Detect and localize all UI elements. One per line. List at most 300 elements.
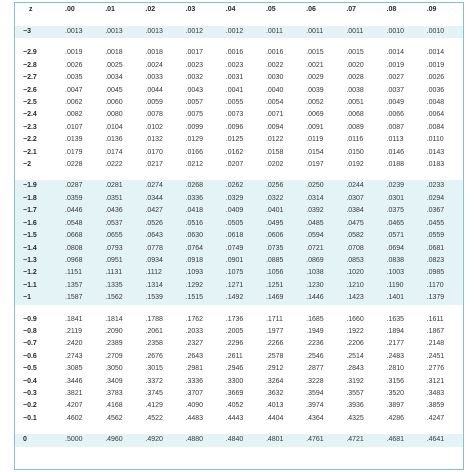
probability-cell: .3936: [346, 402, 364, 410]
probability-cell: .0011: [302, 26, 342, 38]
probability-cell: .0853: [342, 255, 382, 267]
table-row: [15, 218, 463, 230]
probability-cell: .4721: [342, 434, 382, 446]
z-value-cell: −2.6: [23, 86, 37, 94]
header-col: .03: [182, 3, 222, 17]
probability-cell: .0274: [141, 180, 181, 192]
z-value-cell: 0: [15, 434, 61, 446]
z-value-cell: −1.1: [15, 280, 61, 292]
probability-cell: .0019: [426, 61, 445, 69]
probability-cell: .0047: [65, 86, 83, 94]
probability-cell: .4247: [426, 414, 445, 422]
probability-cell: .1922: [346, 327, 364, 335]
probability-cell: .2676: [145, 352, 163, 360]
probability-cell: .0052: [306, 99, 324, 107]
probability-cell: .0594: [302, 230, 342, 242]
table-row: [15, 109, 463, 121]
probability-cell: .1539: [141, 292, 181, 304]
probability-cell: .0436: [101, 205, 141, 217]
probability-cell: .0314: [302, 193, 342, 205]
probability-cell: .0037: [386, 86, 405, 94]
probability-cell: .2946: [225, 365, 244, 373]
probability-cell: .3557: [346, 389, 364, 397]
probability-cell: .1230: [302, 280, 342, 292]
probability-cell: .0268: [182, 180, 222, 192]
probability-cell: .2912: [265, 365, 284, 373]
probability-cell: .1423: [342, 292, 382, 304]
probability-cell: .0143: [426, 148, 445, 156]
probability-cell: .0016: [225, 49, 244, 57]
probability-cell: .0031: [225, 74, 244, 82]
z-value-cell: −2.8: [23, 61, 37, 69]
group-spacer: [15, 305, 463, 314]
probability-cell: .0192: [346, 161, 364, 169]
table-row: [15, 243, 463, 255]
probability-cell: .0119: [306, 136, 324, 144]
probability-cell: .0087: [386, 123, 405, 131]
probability-cell: .2611: [225, 352, 243, 360]
probability-cell: .2546: [306, 352, 324, 360]
probability-cell: .3264: [265, 377, 284, 385]
probability-cell: .1075: [222, 267, 262, 279]
probability-cell: .0901: [222, 255, 262, 267]
probability-cell: .0019: [386, 61, 405, 69]
spacer-cell: [15, 38, 463, 47]
probability-cell: .0244: [342, 180, 382, 192]
probability-cell: .0505: [222, 218, 262, 230]
probability-cell: .0139: [65, 136, 83, 144]
probability-cell: .0043: [185, 86, 204, 94]
z-value-cell: −2: [23, 161, 31, 169]
probability-cell: .0013: [101, 26, 141, 38]
probability-cell: .0019: [65, 49, 83, 57]
probability-cell: .0017: [185, 49, 204, 57]
probability-cell: .0418: [182, 205, 222, 217]
probability-cell: .0023: [185, 61, 204, 69]
probability-cell: .0548: [61, 218, 101, 230]
probability-cell: .4286: [386, 414, 405, 422]
group-spacer: [15, 425, 463, 434]
probability-cell: .0033: [145, 74, 163, 82]
probability-cell: .1038: [302, 267, 342, 279]
probability-cell: .0040: [265, 86, 284, 94]
probability-cell: .1562: [101, 292, 141, 304]
probability-cell: .0013: [141, 26, 181, 38]
table-row: [15, 376, 463, 388]
probability-cell: .0336: [182, 193, 222, 205]
z-value-cell: −0.2: [23, 402, 37, 410]
probability-cell: .0089: [346, 123, 364, 131]
probability-cell: .1401: [383, 292, 423, 304]
probability-cell: .0039: [306, 86, 324, 94]
probability-cell: .1660: [346, 315, 364, 323]
probability-cell: .3483: [426, 389, 445, 397]
probability-cell: .0681: [423, 243, 463, 255]
probability-cell: .0301: [383, 193, 423, 205]
header-col: .01: [101, 3, 141, 17]
probability-cell: .0322: [262, 193, 302, 205]
probability-cell: .3015: [145, 365, 163, 373]
table-row: [15, 159, 463, 171]
probability-cell: .0392: [302, 205, 342, 217]
probability-cell: .0643: [141, 230, 181, 242]
probability-cell: .3446: [65, 377, 83, 385]
probability-cell: .1093: [182, 267, 222, 279]
probability-cell: .0307: [342, 193, 382, 205]
probability-cell: .1190: [383, 280, 423, 292]
table-row: [15, 292, 463, 304]
probability-cell: .1210: [342, 280, 382, 292]
z-value-cell: −0.4: [23, 377, 37, 385]
probability-cell: .0025: [105, 61, 123, 69]
probability-cell: .0013: [61, 26, 101, 38]
probability-cell: .0294: [423, 193, 463, 205]
probability-cell: .3300: [225, 377, 244, 385]
probability-cell: .3859: [426, 402, 445, 410]
z-value-cell: −0.6: [23, 352, 37, 360]
probability-cell: .0968: [61, 255, 101, 267]
probability-cell: .1292: [182, 280, 222, 292]
probability-cell: .2514: [346, 352, 364, 360]
probability-cell: .2005: [225, 327, 244, 335]
probability-cell: .0055: [225, 99, 244, 107]
probability-cell: .2148: [426, 340, 445, 348]
probability-cell: .0582: [342, 230, 382, 242]
probability-cell: .3372: [145, 377, 163, 385]
probability-cell: .1894: [386, 327, 405, 335]
z-value-cell: −2.2: [23, 136, 37, 144]
probability-cell: .3085: [65, 365, 83, 373]
probability-cell: .1170: [423, 280, 463, 292]
z-value-cell: −2.9: [23, 49, 37, 57]
probability-cell: .3409: [105, 377, 123, 385]
table-row: [15, 400, 463, 412]
z-value-cell: −0.9: [23, 315, 37, 323]
probability-cell: .0516: [182, 218, 222, 230]
probability-cell: .1635: [386, 315, 405, 323]
z-value-cell: −0.8: [23, 327, 37, 335]
probability-cell: .2236: [306, 340, 324, 348]
table-row: [15, 255, 463, 267]
probability-cell: .0918: [182, 255, 222, 267]
probability-cell: .0113: [386, 136, 404, 144]
probability-cell: .0262: [222, 180, 262, 192]
z-value-cell: −2.5: [23, 99, 37, 107]
probability-cell: .0026: [426, 74, 445, 82]
probability-cell: .0012: [222, 26, 262, 38]
probability-cell: .4404: [265, 414, 284, 422]
probability-cell: .0526: [141, 218, 181, 230]
probability-cell: .0091: [306, 123, 324, 131]
probability-cell: .2776: [426, 365, 445, 373]
probability-cell: .0823: [423, 255, 463, 267]
probability-cell: .0749: [222, 243, 262, 255]
probability-cell: .1515: [182, 292, 222, 304]
probability-cell: .1611: [426, 315, 444, 323]
probability-cell: .0107: [65, 123, 83, 131]
probability-cell: .0010: [423, 26, 463, 38]
probability-cell: .0011: [262, 26, 302, 38]
probability-cell: .0027: [386, 74, 405, 82]
z-value-cell: −0.1: [23, 414, 37, 422]
probability-cell: .4207: [65, 402, 83, 410]
probability-cell: .1379: [423, 292, 463, 304]
table-row: [15, 338, 463, 350]
probability-cell: .0073: [225, 111, 244, 119]
spacer-cell: [15, 425, 463, 434]
probability-cell: .3707: [185, 389, 204, 397]
probability-cell: .4880: [182, 434, 222, 446]
probability-cell: .0016: [265, 49, 284, 57]
probability-cell: .0082: [65, 111, 83, 119]
probability-cell: .1357: [61, 280, 101, 292]
probability-cell: .0049: [386, 99, 405, 107]
probability-cell: .0427: [141, 205, 181, 217]
probability-cell: .4129: [145, 402, 163, 410]
probability-cell: .2743: [65, 352, 83, 360]
spacer-cell: [15, 305, 463, 314]
probability-cell: .2420: [65, 340, 83, 348]
z-value-cell: −1.7: [15, 205, 61, 217]
probability-cell: .1685: [306, 315, 324, 323]
probability-cell: .0018: [105, 49, 123, 57]
probability-cell: .0329: [222, 193, 262, 205]
probability-cell: .1736: [225, 315, 244, 323]
table-row: [15, 326, 463, 338]
table-row: [15, 230, 463, 242]
table-row: [15, 85, 463, 97]
probability-cell: .0034: [105, 74, 123, 82]
probability-cell: .1151: [61, 267, 101, 279]
probability-cell: .0351: [101, 193, 141, 205]
probability-cell: .0020: [346, 61, 364, 69]
z-value-cell: −1.8: [15, 193, 61, 205]
table-row: [15, 134, 463, 146]
probability-cell: .0764: [182, 243, 222, 255]
probability-cell: .4443: [225, 414, 244, 422]
probability-cell: .0116: [346, 136, 364, 144]
probability-cell: .0029: [306, 74, 324, 82]
table-row: [15, 434, 463, 446]
probability-cell: .0028: [346, 74, 364, 82]
probability-cell: .3121: [426, 377, 445, 385]
probability-cell: .2877: [306, 365, 324, 373]
probability-cell: .0202: [265, 161, 284, 169]
probability-cell: .1711: [265, 315, 283, 323]
probability-cell: .0384: [342, 205, 382, 217]
probability-cell: .0793: [101, 243, 141, 255]
probability-cell: .0062: [65, 99, 83, 107]
probability-cell: .4920: [141, 434, 181, 446]
probability-cell: .0094: [265, 123, 284, 131]
header-col: .06: [302, 3, 342, 17]
probability-cell: .0869: [302, 255, 342, 267]
group-spacer: [15, 171, 463, 180]
probability-cell: .0129: [185, 136, 204, 144]
probability-cell: .3783: [105, 389, 123, 397]
probability-cell: .4090: [185, 402, 204, 410]
probability-cell: .0250: [302, 180, 342, 192]
probability-cell: .2177: [386, 340, 405, 348]
probability-cell: .2327: [185, 340, 204, 348]
header-col: .04: [222, 3, 262, 17]
probability-cell: .2578: [265, 352, 284, 360]
probability-cell: .0166: [185, 148, 204, 156]
probability-cell: .2389: [105, 340, 123, 348]
probability-cell: .0630: [182, 230, 222, 242]
probability-cell: .3336: [185, 377, 204, 385]
probability-cell: .0030: [265, 74, 284, 82]
table-body: [15, 17, 463, 447]
probability-cell: .2709: [105, 352, 123, 360]
probability-cell: .0668: [61, 230, 101, 242]
probability-cell: .0401: [262, 205, 302, 217]
probability-cell: .0183: [426, 161, 445, 169]
probability-cell: .0104: [105, 123, 123, 131]
probability-cell: .0281: [101, 180, 141, 192]
probability-cell: .3228: [306, 377, 324, 385]
probability-cell: .0158: [265, 148, 284, 156]
probability-cell: .0051: [346, 99, 364, 107]
probability-cell: .0150: [346, 148, 364, 156]
z-value-cell: −1: [15, 292, 61, 304]
table-row: [15, 122, 463, 134]
probability-cell: .0475: [342, 218, 382, 230]
probability-cell: .0136: [105, 136, 123, 144]
probability-cell: .1841: [65, 315, 83, 323]
probability-cell: .0048: [426, 99, 445, 107]
probability-cell: .4052: [225, 402, 244, 410]
probability-cell: .0465: [383, 218, 423, 230]
probability-cell: .1469: [262, 292, 302, 304]
probability-cell: .1314: [141, 280, 181, 292]
z-value-cell: −0.5: [23, 365, 37, 373]
probability-cell: .5000: [61, 434, 101, 446]
table-row: [15, 267, 463, 279]
probability-cell: .0038: [346, 86, 364, 94]
probability-cell: .0015: [306, 49, 324, 57]
probability-cell: .0024: [145, 61, 163, 69]
table-row: [15, 351, 463, 363]
probability-cell: .4562: [105, 414, 123, 422]
probability-cell: .3974: [306, 402, 324, 410]
probability-cell: .0375: [383, 205, 423, 217]
z-value-cell: −1.9: [15, 180, 61, 192]
z-table: [15, 3, 463, 447]
probability-cell: .0735: [262, 243, 302, 255]
probability-cell: .3156: [386, 377, 405, 385]
probability-cell: .0080: [105, 111, 123, 119]
probability-cell: .0256: [262, 180, 302, 192]
probability-cell: .3192: [346, 377, 364, 385]
probability-cell: .2981: [185, 365, 204, 373]
probability-cell: .2090: [105, 327, 123, 335]
z-value-cell: −3: [15, 26, 61, 38]
probability-cell: .0075: [185, 111, 204, 119]
probability-cell: .0217: [145, 161, 163, 169]
probability-cell: .0708: [342, 243, 382, 255]
z-value-cell: −1.5: [15, 230, 61, 242]
group-spacer: [15, 38, 463, 47]
probability-cell: .0222: [105, 161, 123, 169]
table-row: [15, 280, 463, 292]
probability-cell: .0015: [346, 49, 364, 57]
probability-cell: .3594: [306, 389, 324, 397]
probability-cell: .0537: [101, 218, 141, 230]
probability-cell: .0951: [101, 255, 141, 267]
table-row: [15, 26, 463, 38]
probability-cell: .0044: [145, 86, 163, 94]
probability-cell: .0032: [185, 74, 204, 82]
probability-cell: .1056: [262, 267, 302, 279]
probability-cell: .3520: [386, 389, 405, 397]
probability-cell: .0409: [222, 205, 262, 217]
probability-cell: .0066: [386, 111, 405, 119]
probability-cell: .3745: [145, 389, 163, 397]
z-table-frame: [14, 2, 464, 470]
probability-cell: .0188: [386, 161, 405, 169]
table-row: [15, 388, 463, 400]
probability-cell: .1977: [265, 327, 284, 335]
table-row: [15, 60, 463, 72]
probability-cell: .0179: [65, 148, 83, 156]
probability-cell: .0036: [426, 86, 445, 94]
probability-cell: .4641: [423, 434, 463, 446]
probability-cell: .2358: [145, 340, 163, 348]
probability-cell: .4681: [383, 434, 423, 446]
probability-cell: .1251: [262, 280, 302, 292]
probability-cell: .3050: [105, 365, 123, 373]
probability-cell: .1003: [383, 267, 423, 279]
probability-cell: .1020: [342, 267, 382, 279]
probability-cell: .2119: [65, 327, 82, 335]
z-value-cell: −2.3: [23, 123, 37, 131]
probability-cell: .4013: [265, 402, 284, 410]
z-value-cell: −0.7: [23, 340, 37, 348]
z-value-cell: −0.3: [23, 389, 37, 397]
probability-cell: .0045: [105, 86, 123, 94]
probability-cell: .0694: [383, 243, 423, 255]
z-value-cell: −1.3: [15, 255, 61, 267]
table-row: [15, 193, 463, 205]
probability-cell: .0146: [386, 148, 405, 156]
table-row: [15, 47, 463, 59]
z-value-cell: −2.7: [23, 74, 37, 82]
probability-cell: .0022: [265, 61, 284, 69]
probability-cell: .2843: [346, 365, 364, 373]
probability-cell: .4168: [105, 402, 123, 410]
probability-cell: .0170: [145, 148, 163, 156]
probability-cell: .2643: [185, 352, 204, 360]
probability-cell: .0010: [383, 26, 423, 38]
z-value-cell: −1.6: [15, 218, 61, 230]
probability-cell: .3632: [265, 389, 284, 397]
probability-cell: .1814: [105, 315, 123, 323]
probability-cell: .0064: [426, 111, 445, 119]
probability-cell: .0096: [225, 123, 244, 131]
probability-cell: .0041: [225, 86, 244, 94]
table-row: [15, 72, 463, 84]
probability-cell: .0207: [225, 161, 244, 169]
probability-cell: .0102: [145, 123, 163, 131]
probability-cell: .0014: [426, 49, 445, 57]
probability-cell: .0060: [105, 99, 123, 107]
probability-cell: .0559: [423, 230, 463, 242]
probability-cell: .0035: [65, 74, 83, 82]
probability-cell: .4364: [306, 414, 324, 422]
probability-cell: .0778: [141, 243, 181, 255]
group-spacer: [15, 17, 463, 26]
